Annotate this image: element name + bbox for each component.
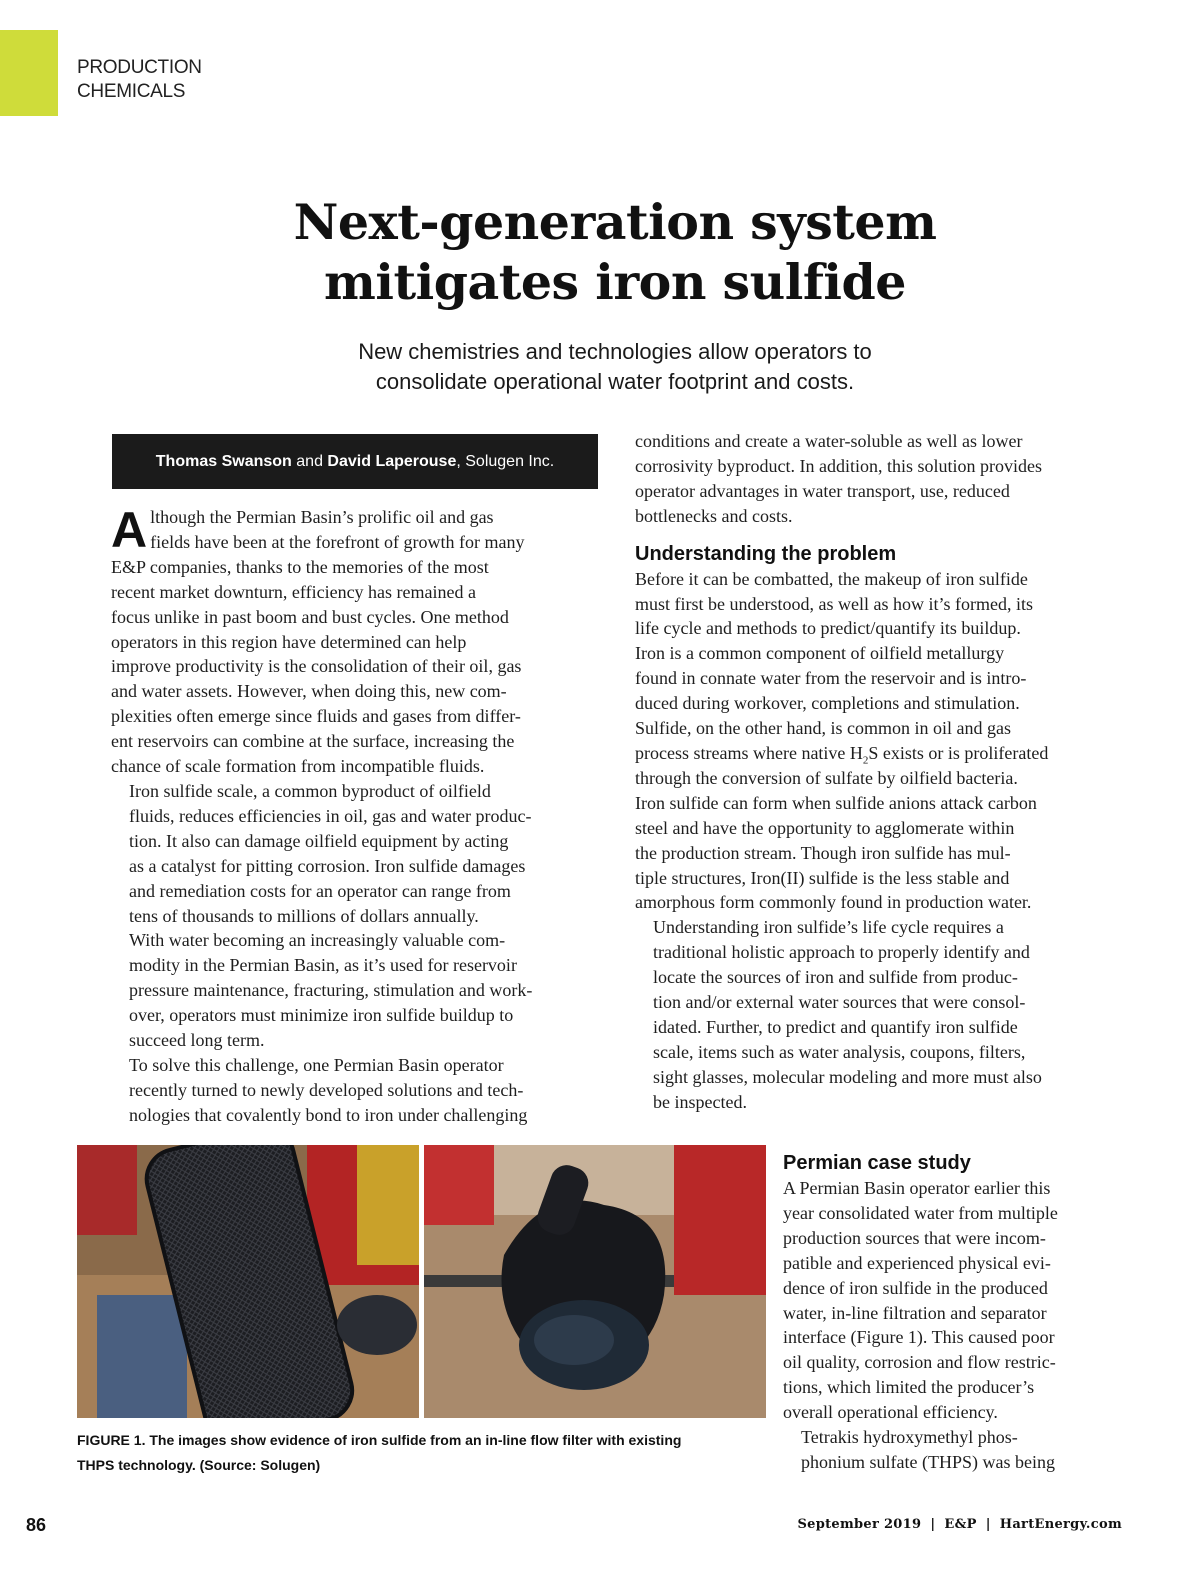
text-line: patible and experienced physical evi- <box>783 1252 1051 1273</box>
caption-line2: THPS technology. (Source: Solugen) <box>77 1457 321 1473</box>
text-line: E&P companies, thanks to the memories of the most <box>111 556 489 577</box>
text-line: bottlenecks and costs. <box>635 505 793 526</box>
text-line: tens of thousands to millions of dollars annually. <box>129 905 479 926</box>
text-line: steel and have the opportunity to agglomerate within <box>635 817 1015 838</box>
paragraph-case-study <box>783 1176 1113 1425</box>
text-line: sight glasses, molecular modeling and more must also <box>653 1066 1042 1087</box>
text-line: With water becoming an increasingly valuable com- <box>129 930 506 951</box>
article-title <box>150 192 1080 312</box>
text-line: Understanding iron sulfide’s life cycle requires a <box>653 917 1004 938</box>
text-line: pressure maintenance, fracturing, stimulation and work- <box>129 980 533 1001</box>
text-line: Iron is a common component of oilfield metallurgy <box>635 643 1005 664</box>
text-line: lthough the Permian Basin’s prolific oil and gas <box>150 507 494 527</box>
text-line: and remediation costs for an operator can range from <box>129 880 511 901</box>
text-line: operators in this region have determined can help <box>111 631 467 652</box>
figure-1-photos <box>77 1145 766 1418</box>
text-line: locate the sources of iron and sulfide from produc- <box>653 967 1018 988</box>
paragraph-thps <box>783 1425 1113 1475</box>
text-line: production sources that were incom- <box>783 1227 1046 1248</box>
section-label-line2: CHEMICALS <box>77 81 186 102</box>
text-line: interface (Figure 1). This caused poor <box>783 1327 1055 1348</box>
photo-filter-tube <box>77 1145 419 1418</box>
text-line: plexities often emerge since fluids and gases from differ- <box>111 706 521 727</box>
text-line: modity in the Permian Basin, as it’s used for reservoir <box>129 955 517 976</box>
text-line: recently turned to newly developed solutions and tech- <box>129 1079 524 1100</box>
text-line: amorphous form commonly found in production water. <box>635 892 1032 913</box>
footer-separator: | <box>930 1517 936 1532</box>
text-line: Before it can be combatted, the makeup of iron sulfide <box>635 568 1028 589</box>
text-line: over, operators must minimize iron sulfide buildup to <box>129 1005 514 1026</box>
caption-line1: FIGURE 1. The images show evidence of iron sulfide from an in-line flow filter with existing <box>77 1432 682 1448</box>
text-line: water, in-line filtration and separator <box>783 1302 1047 1323</box>
text-line: A Permian Basin operator earlier this <box>783 1178 1051 1198</box>
text-line: found in connate water from the reservoir and is intro- <box>635 668 1027 689</box>
section-label-line1: PRODUCTION <box>77 57 202 78</box>
text-line: fluids, reduces efficiencies in oil, gas and water produc- <box>129 805 532 826</box>
text-line: the production stream. Though iron sulfide has mul- <box>635 842 1011 863</box>
author-1: Thomas Swanson <box>155 453 292 470</box>
subtitle-line1: New chemistries and technologies allow operators to <box>358 339 872 364</box>
text-line: tiple structures, Iron(II) sulfide is the less stable and <box>635 867 1010 888</box>
text-line: as a catalyst for pitting corrosion. Iron sulfide damages <box>129 855 526 876</box>
paragraph-4 <box>111 1053 601 1128</box>
text-line: Iron sulfide can form when sulfide anions attack carbon <box>635 792 1037 813</box>
text-line: traditional holistic approach to properly identify and <box>653 942 1030 963</box>
subtitle-line2: consolidate operational water footprint and costs. <box>375 369 855 394</box>
text-line: life cycle and methods to predict/quantify its buildup. <box>635 618 1021 639</box>
text-line: idated. Further, to predict and quantify iron sulfide <box>653 1016 1018 1037</box>
text-line: oil quality, corrosion and flow restric- <box>783 1352 1056 1373</box>
text-line: Tetrakis hydroxymethyl phos- <box>801 1427 1018 1448</box>
title-line2: mitigates iron sulfide <box>324 253 906 311</box>
text-line: must first be understood, as well as how it’s formed, its <box>635 593 1033 614</box>
text-line: tions, which limited the producer’s <box>783 1377 1035 1398</box>
column-3 <box>783 1150 1113 1475</box>
text-line: To solve this challenge, one Permian Basin operator <box>129 1054 504 1075</box>
section-label <box>77 56 202 104</box>
author-affiliation: , Solugen Inc. <box>456 453 555 470</box>
text-line: through the conversion of sulfate by oilfield bacteria. <box>635 767 1018 788</box>
figure-caption <box>77 1428 767 1478</box>
text-line: duced during workover, completions and stimulation. <box>635 693 1020 714</box>
text-line-h2s: process streams where native $H_2S$ exists or is proliferated <box>635 742 1049 767</box>
footer-separator: | <box>985 1517 991 1532</box>
text-line: be inspected. <box>653 1091 747 1112</box>
column-1 <box>111 502 601 1128</box>
photo-gloved-hand-sludge <box>424 1145 766 1418</box>
paragraph-2 <box>111 779 601 928</box>
subscript-2: 2 <box>862 754 869 767</box>
paragraph-intro <box>111 502 601 779</box>
text-line: Sulfide, on the other hand, is common in oil and gas <box>635 718 1011 739</box>
page-number: 86 <box>26 1515 47 1535</box>
paragraph-lifecycle <box>635 915 1125 1114</box>
text-line: operator advantages in water transport, use, reduced <box>635 480 1010 501</box>
drop-cap: A <box>111 502 148 558</box>
footer-date: September 2019 <box>797 1517 922 1532</box>
text-line: improve productivity is the consolidation of their oil, gas <box>111 656 522 677</box>
text-line: tion. It also can damage oilfield equipment by acting <box>129 830 509 851</box>
page-footer <box>797 1517 1122 1532</box>
text-line: phonium sulfate (THPS) was being <box>801 1451 1055 1472</box>
author-byline <box>112 434 598 489</box>
text-line: corrosivity byproduct. In addition, this solution provides <box>635 455 1042 476</box>
text-line: nologies that covalently bond to iron under challenging <box>129 1104 528 1125</box>
section-color-tab <box>0 30 58 116</box>
text-line: fields have been at the forefront of growth for many <box>150 531 525 552</box>
heading-permian-case-study: Permian case study <box>783 1152 971 1174</box>
text-line: focus unlike in past boom and bust cycles. One method <box>111 606 509 627</box>
article-subtitle <box>200 337 1030 397</box>
byline-and: and <box>296 453 323 470</box>
text-line: year consolidated water from multiple <box>783 1202 1058 1223</box>
text-line: scale, items such as water analysis, coupons, filters, <box>653 1041 1026 1062</box>
text-line: chance of scale formation from incompatible fluids. <box>111 756 485 777</box>
paragraph-problem <box>635 567 1125 916</box>
text-line: recent market downturn, efficiency has remained a <box>111 581 477 602</box>
text-line: and water assets. However, when doing this, new com- <box>111 681 507 702</box>
paragraph-3 <box>111 928 601 1053</box>
footer-website: HartEnergy.com <box>999 1517 1122 1532</box>
text-line: ent reservoirs can combine at the surface, increasing the <box>111 731 515 752</box>
text-line: succeed long term. <box>129 1030 265 1051</box>
title-line1: Next-generation system <box>293 193 937 251</box>
text-line: dence of iron sulfide in the produced <box>783 1277 1048 1298</box>
author-2: David Laperouse <box>327 453 457 470</box>
column-2 <box>635 429 1125 1115</box>
text-line: tion and/or external water sources that were consol- <box>653 992 1026 1013</box>
paragraph-continued <box>635 429 1125 529</box>
heading-understanding-problem: Understanding the problem <box>635 542 897 565</box>
text-line: conditions and create a water-soluble as well as lower <box>635 431 1023 451</box>
text-line: overall operational efficiency. <box>783 1402 998 1423</box>
text-line: Iron sulfide scale, a common byproduct of oilfield <box>129 780 491 801</box>
footer-magazine: E&P <box>944 1517 977 1532</box>
